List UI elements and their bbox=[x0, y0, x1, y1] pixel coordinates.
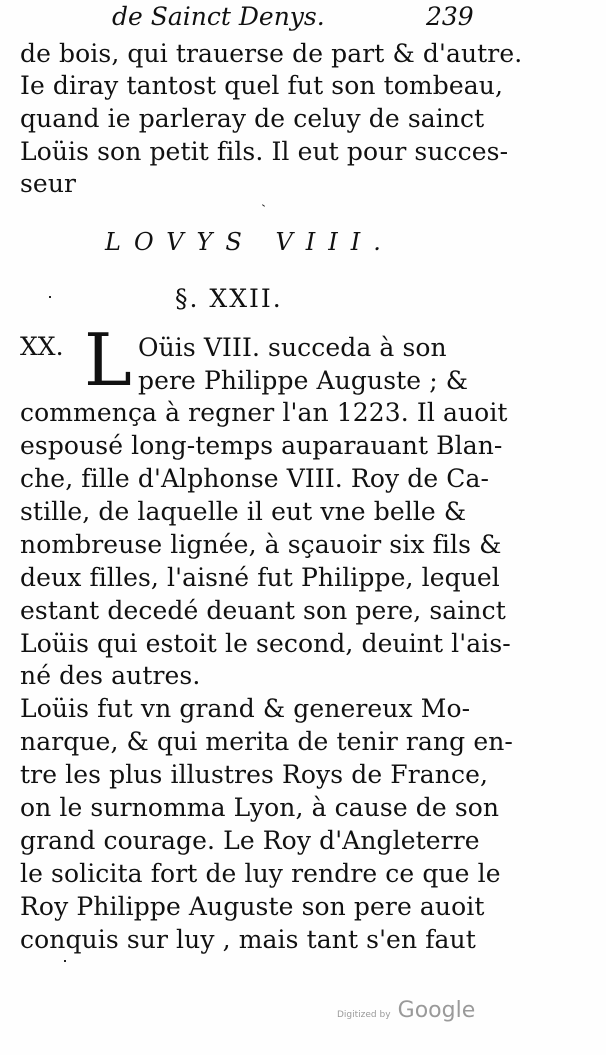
text-line: Ie diray tantost quel fut son tombeau, bbox=[20, 71, 503, 100]
text-line: Roy Philippe Auguste son pere auoit bbox=[20, 892, 485, 921]
text-line: Loüis fut vn grand & genereux Mo- bbox=[20, 694, 471, 723]
text-line: Oüis VIII. succeda à son bbox=[138, 333, 447, 362]
text-line: narque, & qui merita de tenir rang en- bbox=[20, 727, 513, 756]
text-line: né des autres. bbox=[20, 661, 201, 690]
section-number: §. XXII. bbox=[175, 284, 283, 313]
print-speck bbox=[64, 960, 66, 962]
text-line: grand courage. Le Roy d'Angleterre bbox=[20, 826, 480, 855]
text-line: seur bbox=[20, 169, 77, 198]
text-line: conquis sur luy , mais tant s'en faut bbox=[20, 925, 476, 954]
text-line: che, fille d'Alphonse VIII. Roy de Ca- bbox=[20, 464, 490, 493]
margin-chapter-number: XX. bbox=[20, 332, 64, 361]
text-line: espousé long-temps auparauant Blan- bbox=[20, 431, 503, 460]
digitized-watermark bbox=[337, 998, 475, 1023]
text-line: tre les plus illustres Roys de France, bbox=[20, 760, 489, 789]
watermark-prefix: Digitized by bbox=[337, 1010, 391, 1020]
watermark-brand: Google bbox=[397, 998, 476, 1023]
page-number: 239 bbox=[426, 2, 474, 31]
text-line: pere Philippe Auguste ; & bbox=[138, 366, 469, 395]
running-header-title: de Sainct Denys. bbox=[112, 2, 325, 31]
text-line: Loüis qui estoit le second, deuint l'ais- bbox=[20, 629, 511, 658]
section-heading: LOVYS VIII. bbox=[105, 228, 394, 256]
text-line: stille, de laquelle il eut vne belle & bbox=[20, 497, 467, 526]
text-line: le solicita fort de luy rendre ce que le bbox=[20, 859, 501, 888]
text-line: Loüis son petit fils. Il eut pour succes- bbox=[20, 137, 509, 166]
text-line: estant decedé deuant son pere, sainct bbox=[20, 596, 506, 625]
text-line: deux filles, l'aisné fut Philippe, lequel bbox=[20, 563, 500, 592]
text-line: de bois, qui trauerse de part & d'autre. bbox=[20, 39, 523, 68]
print-speck bbox=[49, 296, 51, 298]
text-line: quand ie parleray de celuy de sainct bbox=[20, 104, 485, 133]
drop-cap-letter: L bbox=[84, 318, 132, 402]
text-line: on le surnomma Lyon, à cause de son bbox=[20, 793, 500, 822]
text-line: nombreuse lignée, à sçauoir six fils & bbox=[20, 530, 502, 559]
print-speck bbox=[262, 204, 265, 207]
text-line: commença à regner l'an 1223. Il auoit bbox=[20, 398, 508, 427]
